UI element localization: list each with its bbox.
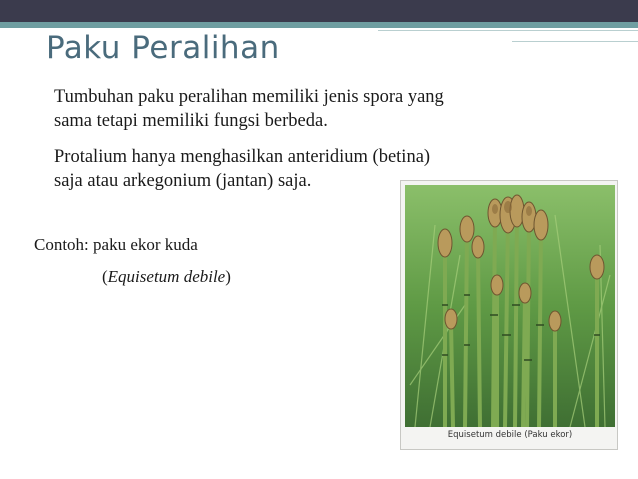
paragraph-line: saja atau arkegonium (jantan) saja. [54,171,312,191]
paragraph-spores [54,85,444,133]
slide-title: Paku Peralihan [46,30,280,66]
accent-line [378,30,638,31]
top-header-bar [0,0,638,22]
paragraph-line: sama tetapi memiliki fungsi berbeda. [54,111,328,131]
example-label: Contoh: paku ekor kuda [34,235,198,254]
species-name: (Equisetum debile) [102,267,231,286]
paragraph-line: Protalium hanya menghasilkan anteridium (betina) [54,147,431,167]
paragraph-line: Tumbuhan paku peralihan memiliki jenis spora yang [54,87,444,107]
photo-caption: Equisetum debile (Paku ekor) [447,430,573,440]
plant-photo [400,180,618,450]
accent-stripe [0,22,638,28]
accent-line [512,41,638,42]
horsetail-illustration [405,185,615,427]
paragraph-protalium [54,145,430,193]
species-italic: Equisetum debile [107,267,226,286]
